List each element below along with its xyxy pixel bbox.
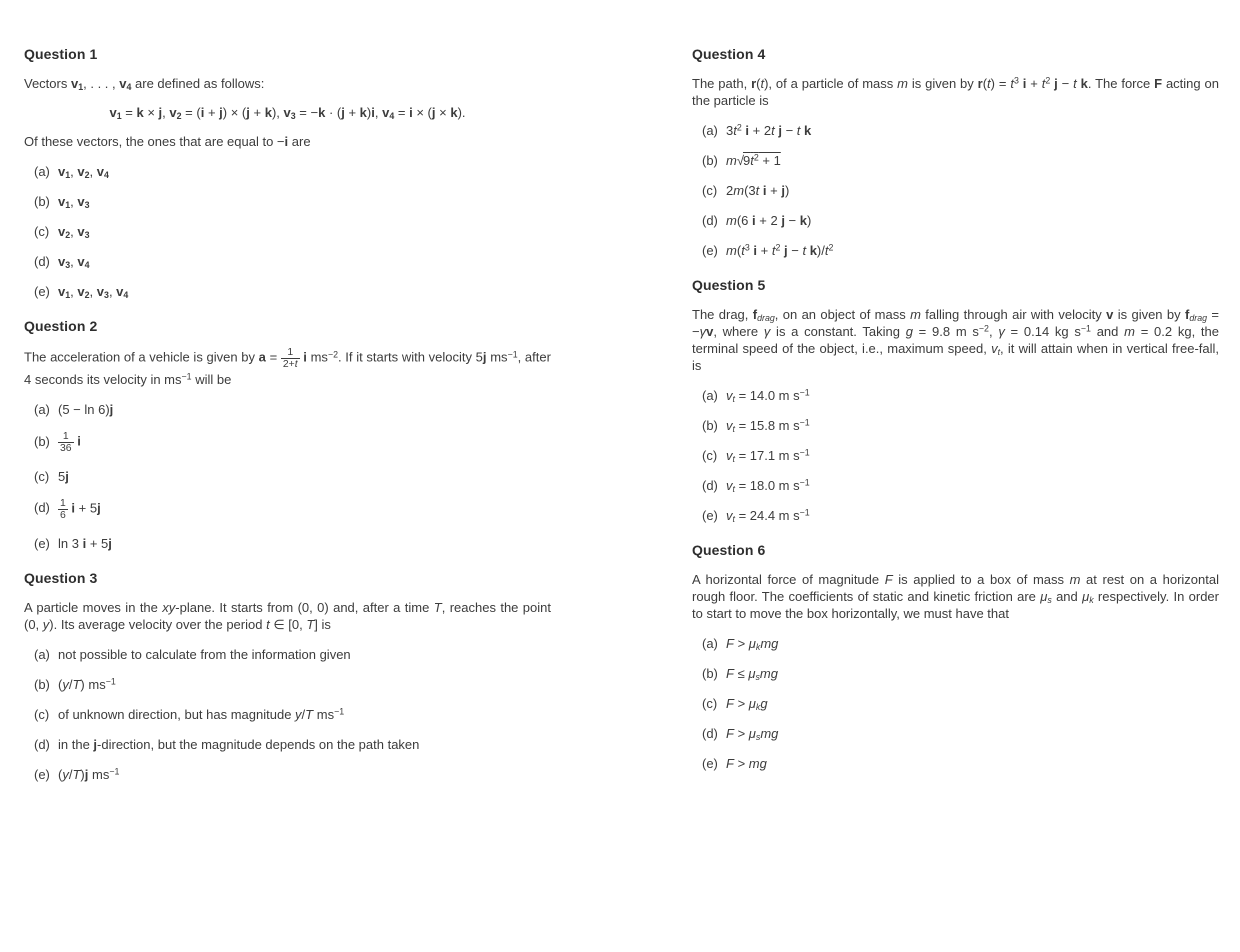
option-row [702,725,1219,742]
option-text: 5j [58,468,69,484]
option-row [702,477,1219,494]
option-text: $\frac{1}{6}$ i + 5j [60,497,101,522]
option-row [34,223,551,240]
option-label: (c) [702,448,718,463]
option-text: $v_1$, $v_3$ [58,194,90,211]
option-label: (a) [34,164,50,179]
option-label: (e) [702,508,718,523]
option-text: $v_t = 14.0$ m $s^{-1}$ [726,387,810,405]
option-label: (c) [702,183,718,198]
option-label: (b) [34,676,50,692]
option-row [34,706,551,723]
option-text: $v_1$, $v_2$, $v_3$, $v_4$ [58,284,129,301]
option-text: $F > \mu_kg$ [726,696,768,713]
option-text: ln 3 i + 5j [58,535,112,551]
option-text: $v_t = 18.0$ m $s^{-1}$ [726,477,810,495]
question-title: Question 4 [692,46,766,62]
option-text: in the j-direction, but the magnitude depends on the path taken [58,736,420,752]
option-label: (e) [34,535,50,551]
option-text: $3t^2$ i + 2t j − t k [726,122,812,138]
option-label: (e) [34,284,50,299]
option-row [702,152,1219,169]
question-3 [24,570,551,783]
option-text: (y/T)j $ms^{-1}$ [58,766,120,782]
option-row [702,387,1219,404]
option-label: (c) [34,706,50,722]
question-text: Vectors $v_1$, . . . , $v_4$ are defined as follows: [24,76,265,93]
option-label: (d) [34,500,50,516]
question-title: Question 1 [24,46,98,62]
option-label: (b) [34,194,50,209]
option-text: $\frac{1}{36}$ i [60,430,81,455]
option-row [34,766,551,783]
option-label: (e) [34,766,50,782]
option-row [34,736,551,753]
option-label: (b) [34,433,50,449]
question-2 [24,318,551,552]
option-label: (a) [702,636,718,651]
option-row [34,498,551,522]
option-label: (d) [34,254,50,269]
option-text: $F > \mu_kmg$ [726,636,779,653]
option-text: $v_t = 17.1$ m $s^{-1}$ [726,447,810,465]
option-row [702,182,1219,199]
option-text: $v_t = 24.4$ m $s^{-1}$ [726,507,810,525]
column-left [24,46,551,952]
option-row [702,122,1219,139]
question-5 [692,277,1219,524]
question-text: Of these vectors, the ones that are equal to −i are [24,134,311,149]
option-row [702,507,1219,524]
question-text: The acceleration of a vehicle is given by a = $\frac{1}{2+t}$ i $ms^{-2}$. If it starts with velocity 5j $ms^{-1}$, after 4 seconds its velocity in $ms^{-1}$ will be [24,347,551,387]
question-title: Question 6 [692,542,766,558]
option-text: (5 − ln 6)j [58,401,114,417]
option-text: $v_2$, $v_3$ [58,224,90,241]
equation-line: $v_1 = k \times j$, $v_2 = (i + j) \times (j + k)$, $v_3 = -k \cdot (j + k)i$, $v_4 = i \times (j \times k)$. [109,105,466,122]
option-text: $m(t^3$ $i + t^2$ j − t $k)/t^2$ [726,242,834,258]
option-row [702,695,1219,712]
option-text: $F > \mu_smg$ [726,726,779,743]
option-text: $v_1$, $v_2$, $v_4$ [58,164,109,181]
option-row [34,431,551,455]
option-label: (a) [34,646,50,662]
option-row [702,212,1219,229]
question-6 [692,542,1219,772]
option-row [702,447,1219,464]
option-label: (b) [702,666,718,681]
option-row [34,283,551,300]
option-row [34,401,551,418]
question-title: Question 5 [692,277,766,293]
option-row [702,635,1219,652]
option-row [702,665,1219,682]
option-row [34,253,551,270]
option-label: (e) [702,243,718,258]
options-list [24,646,551,783]
option-text: 2m(3t i + j) [726,183,790,198]
option-label: (b) [702,153,718,168]
option-text: $v_3$, $v_4$ [58,254,90,271]
option-text: $m√9t^2 + 1$ [726,152,781,168]
options-list [24,401,551,552]
option-label: (a) [34,401,50,417]
option-text: $F \le \mu_smg$ [726,666,778,683]
option-row [702,755,1219,772]
options-list [24,163,551,300]
option-text: $v_t = 15.8$ m $s^{-1}$ [726,417,810,435]
option-label: (b) [702,418,718,433]
option-label: (c) [702,696,718,711]
option-row [702,417,1219,434]
option-row [34,676,551,693]
option-label: (d) [702,213,718,228]
question-text: A horizontal force of magnitude F is applied to a box of mass m at rest on a horizontal rough floor. The coefficients of static and kinetic friction are $\mu_s$ and $\mu_k$ respectively. In order to start to move the box horizontally, we must have that [692,572,1219,621]
option-label: (d) [702,726,718,741]
options-list [692,635,1219,772]
option-text: m(6 i + 2 j − k) [726,213,812,228]
option-label: (d) [702,478,718,493]
question-1 [24,46,551,300]
question-text: The path, r(t), of a particle of mass m is given by $r(t) = t^3$ $i + t^2$ j − t k. The force F acting on the particle is [692,75,1219,108]
options-list [692,387,1219,524]
option-row [34,535,551,552]
option-row [34,468,551,485]
option-label: (d) [34,736,50,752]
option-label: (c) [34,468,50,484]
option-row [34,193,551,210]
option-label: (c) [34,224,50,239]
option-label: (e) [702,756,718,771]
options-list [692,122,1219,259]
option-text: of unknown direction, but has magnitude y/T $ms^{-1}$ [58,706,345,722]
question-text: The drag, $f_{drag}$, on an object of mass m falling through air with velocity v is given by $f_{drag} = -\gamma v$, where γ is a constant. Taking g = 9.8 m $s^{-2}$, γ = 0.14 kg $s^{-1}$ and m = 0.2 kg, the terminal speed of the object, i.e., maximum speed, $v_t$, it will attain when in vertical free-fall, is [692,307,1219,373]
question-text: A particle moves in the xy-plane. It starts from (0, 0) and, after a time T, reaches the point (0, y). Its average velocity over the period t ∈ [0, T] is [24,599,551,632]
option-label: (a) [702,123,718,138]
option-text: (y/T) $ms^{-1}$ [58,676,116,692]
option-label: (a) [702,388,718,403]
column-right [692,46,1219,952]
option-row [702,242,1219,259]
option-text: F > mg [726,756,767,771]
question-title: Question 2 [24,318,98,334]
option-row [34,646,551,663]
option-row [34,163,551,180]
question-4 [692,46,1219,259]
question-title: Question 3 [24,569,98,586]
option-text: not possible to calculate from the information given [58,646,351,662]
